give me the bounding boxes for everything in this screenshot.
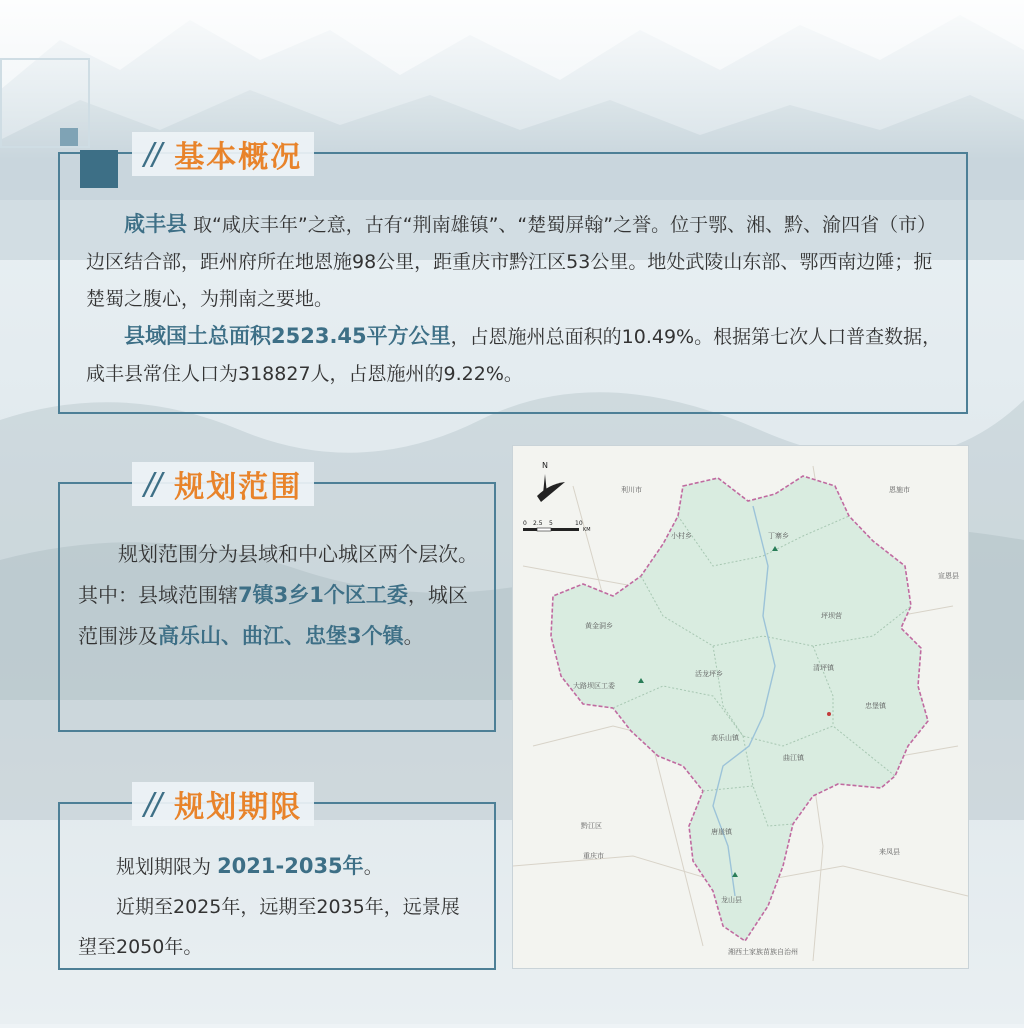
- map-label: 重庆市: [583, 852, 604, 860]
- county-map: [512, 445, 969, 969]
- overview-panel: [58, 136, 968, 414]
- scope-title: 规划范围: [174, 470, 303, 505]
- period-text-2: 。: [363, 856, 383, 878]
- map-label: 恩施市: [889, 486, 910, 494]
- map-label: 来凤县: [879, 848, 900, 856]
- period-body: [78, 846, 478, 967]
- map-label: 高乐山镇: [711, 734, 739, 742]
- map-label: 曲江镇: [783, 754, 804, 762]
- map-svg: [513, 446, 968, 968]
- map-label: 小村乡: [671, 532, 692, 540]
- map-label: 活龙坪乡: [695, 670, 723, 678]
- period-highlight: 2021-2035年: [217, 854, 364, 878]
- period-paragraph-1: [78, 846, 478, 887]
- scope-highlight-2: 高乐山、曲江、忠堡3个镇: [158, 624, 404, 648]
- overview-paragraph-1: [86, 206, 948, 318]
- period-paragraph-2: 近期至2025年，远期至2035年，远景展望至2050年。: [78, 896, 460, 958]
- map-label: 坪坝营: [821, 612, 842, 620]
- map-label: 宣恩县: [938, 572, 959, 580]
- map-label: 清坪镇: [813, 664, 834, 672]
- scope-highlight-1: 7镇3乡1个区工委: [238, 583, 408, 607]
- period-header: [132, 782, 314, 826]
- map-label: 丁寨乡: [768, 532, 789, 540]
- scope-header: [132, 462, 314, 506]
- scale-unit: KM: [583, 527, 591, 533]
- county-name: 咸丰县: [124, 212, 187, 236]
- county-seat-icon: [827, 712, 831, 716]
- scale-tick-3: 10: [575, 520, 583, 527]
- map-label: 利川市: [621, 486, 642, 494]
- map-label: 湘西土家族苗族自治州: [728, 948, 798, 956]
- scope-text-1: 规划范围分为县域和中心城区两个层次。其中：县域范围辖: [78, 542, 478, 607]
- period-text-1: 规划期限为: [116, 856, 212, 878]
- overview-title: 基本概况: [174, 140, 303, 175]
- corner-accent-small: [60, 128, 78, 146]
- overview-body: [86, 206, 948, 393]
- area-highlight: 县域国土总面积2523.45平方公里: [124, 324, 451, 348]
- map-label: 忠堡镇: [865, 702, 886, 710]
- map-label: 唐崖镇: [711, 828, 732, 836]
- scale-tick-2: 5: [549, 520, 553, 527]
- map-label: 龙山县: [721, 896, 742, 904]
- slash-decoration-icon: //: [144, 786, 161, 822]
- map-label: 大路坝区工委: [573, 682, 615, 690]
- period-panel: [58, 786, 496, 970]
- scope-panel: [58, 466, 496, 732]
- overview-text-2: ，占恩施州总面积的10.49%。根据第七次人口普查数据，咸丰县常住人口为318827人，占恩施州的9.22%。: [86, 326, 942, 385]
- scale-tick-1: 2.5: [533, 520, 543, 527]
- map-label: 黔江区: [581, 822, 602, 830]
- scope-text-2: ，城区范围涉及: [78, 583, 468, 648]
- period-title: 规划期限: [174, 790, 303, 825]
- scope-paragraph: [78, 534, 478, 657]
- overview-text-1: 取“咸庆丰年”之意，古有“荆南雄镇”、“楚蜀屏翰”之誉。位于鄂、湘、黔、渝四省（市）边区结合部，距州府所在地恩施98公里，距重庆市黔江区53公里。地处武陵山东部、鄂西南边陲；扼楚蜀之腹心，为荆南之要地。: [86, 214, 937, 310]
- slash-decoration-icon: //: [144, 466, 161, 502]
- scale-tick-0: 0: [523, 520, 527, 527]
- overview-header: [132, 132, 314, 176]
- scope-text-3: 。: [403, 624, 424, 648]
- map-label: 黄金洞乡: [585, 622, 613, 630]
- overview-paragraph-2: [86, 318, 948, 393]
- north-label: N: [542, 461, 548, 470]
- corner-accent-large: [80, 150, 118, 188]
- slash-decoration-icon: //: [144, 136, 161, 172]
